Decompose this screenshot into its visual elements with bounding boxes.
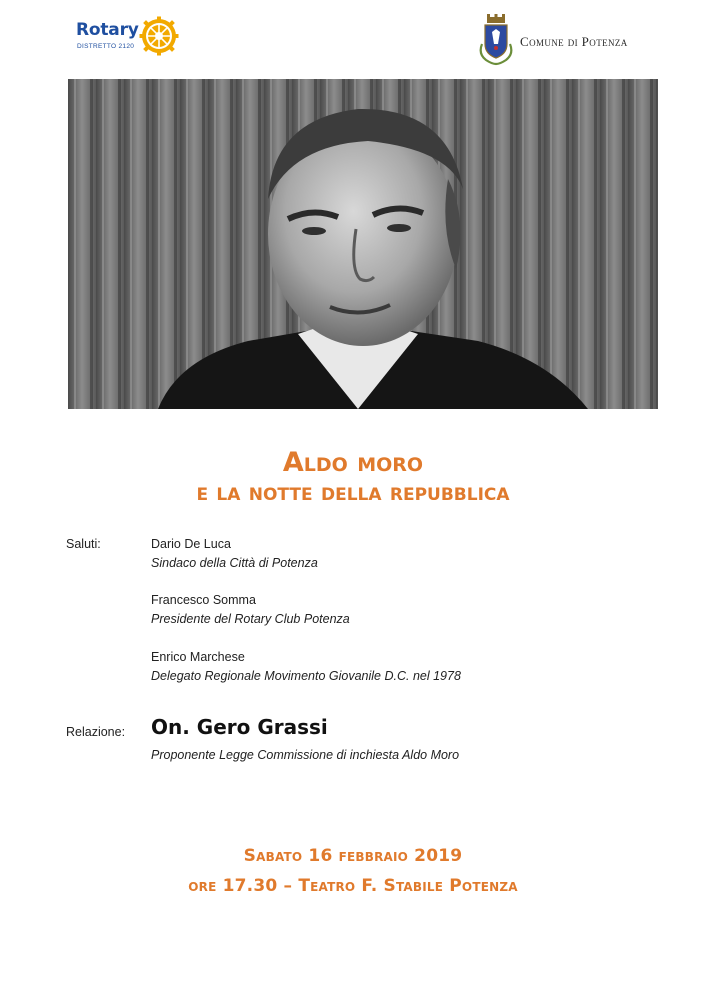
- greeting-role: Delegato Regionale Movimento Giovanile D.C. nel 1978: [151, 669, 461, 683]
- rotary-district: DISTRETTO 2120: [77, 43, 135, 50]
- rotary-logo: [76, 16, 186, 60]
- rotary-wheel-icon: [139, 16, 179, 56]
- comune-name: Comune di Potenza: [520, 34, 628, 49]
- title-line-2: e la notte della repubblica: [196, 478, 510, 506]
- speaker-name: On. Gero Grassi: [151, 715, 328, 739]
- portrait-illustration: [68, 79, 658, 409]
- event-date: Sabato 16 febbraio 2019: [243, 846, 463, 866]
- portrait-photo: [68, 79, 658, 409]
- greeting-name: Francesco Somma: [151, 593, 256, 607]
- greetings-label: Saluti:: [66, 537, 101, 551]
- speaker-role: Proponente Legge Commissione di inchiesta Aldo Moro: [151, 748, 460, 762]
- greeting-name: Dario De Luca: [151, 537, 231, 551]
- comune-logo: [476, 14, 676, 66]
- rotary-wordmark: Rotary: [76, 20, 139, 40]
- greeting-name: Enrico Marchese: [151, 650, 245, 664]
- greeting-role: Sindaco della Città di Potenza: [151, 556, 318, 570]
- greeting-role: Presidente del Rotary Club Potenza: [151, 612, 350, 626]
- event-time-place: ore 17.30 – Teatro F. Stabile Potenza: [188, 876, 518, 896]
- coat-of-arms-icon: [476, 14, 516, 66]
- talk-label: Relazione:: [66, 725, 126, 739]
- title-line-1: Aldo moro: [282, 447, 424, 478]
